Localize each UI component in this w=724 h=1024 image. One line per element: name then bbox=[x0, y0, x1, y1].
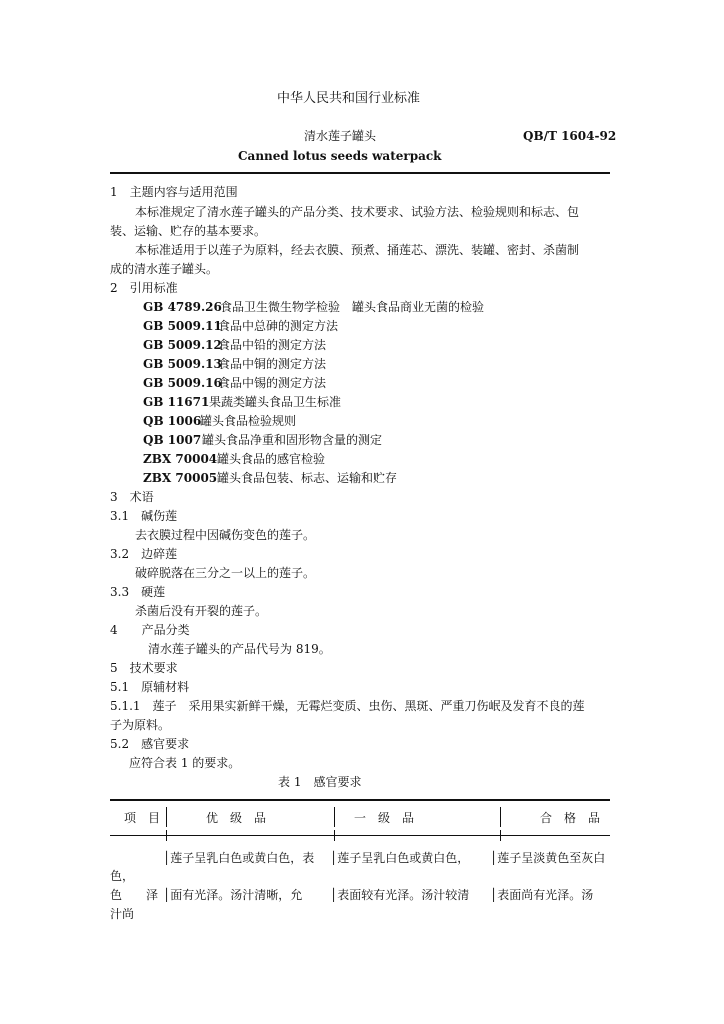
table-header-superior: 优 级 品 bbox=[206, 811, 267, 825]
table-cell: │莲子呈淡黄色至灰白 bbox=[490, 851, 606, 865]
section-3-2-title: 3.2 边碎莲 bbox=[110, 547, 178, 561]
section-3-3-title: 3.3 硬莲 bbox=[110, 585, 166, 599]
section-5-title: 5 技术要求 bbox=[110, 661, 178, 675]
section-1-para2-line2: 成的清水莲子罐头。 bbox=[110, 262, 219, 276]
section-5-1-1-line2: 子为原料。 bbox=[110, 718, 171, 732]
section-1-para1-line2: 装、运输、贮存的基本要求。 bbox=[110, 224, 267, 238]
ref-code: GB 5009.13 bbox=[143, 357, 222, 371]
ref-code: GB 4789.26 bbox=[143, 300, 222, 314]
table-row-label-color: 色 泽 bbox=[110, 888, 159, 902]
ref-code: QB 1006 bbox=[143, 414, 202, 428]
table-cell: │表面较有光泽。汤汁较清 bbox=[330, 888, 470, 902]
ref-text: 食品中铅的测定方法 bbox=[218, 338, 327, 352]
section-4-title: 4 产品分类 bbox=[110, 623, 190, 637]
table-header-item: 项 目 bbox=[124, 811, 161, 825]
ref-text: 罐头食品包装、标志、运输和贮存 bbox=[217, 471, 398, 485]
table-col-divider bbox=[500, 807, 501, 827]
ref-text: 食品中锡的测定方法 bbox=[218, 376, 327, 390]
table-cell: │表面尚有光泽。汤 bbox=[490, 888, 594, 902]
standard-code: QB/T 1604-92 bbox=[523, 129, 617, 143]
ref-code: ZBX 70004 bbox=[143, 452, 218, 466]
section-4-text: 清水莲子罐头的产品代号为 819。 bbox=[148, 642, 331, 656]
ref-text: 食品中铜的测定方法 bbox=[218, 357, 327, 371]
section-3-title: 3 术语 bbox=[110, 490, 154, 504]
table-rule-tick bbox=[500, 830, 501, 841]
section-5-2-title: 5.2 感官要求 bbox=[110, 737, 190, 751]
standard-org: 中华人民共和国行业标准 bbox=[277, 91, 421, 106]
section-3-2-text: 破碎脱落在三分之一以上的莲子。 bbox=[135, 566, 316, 580]
header-rule bbox=[110, 172, 610, 174]
ref-code: GB 5009.16 bbox=[143, 376, 222, 390]
ref-text: 罐头食品净重和固形物含量的测定 bbox=[202, 433, 383, 447]
table-caption: 表 1 感官要求 bbox=[278, 775, 362, 789]
ref-text: 罐头食品的感官检验 bbox=[217, 452, 326, 466]
table-header-qualified: 合 格 品 bbox=[540, 811, 601, 825]
table-cell: │面有光泽。汤汁清晰，允 bbox=[163, 888, 303, 902]
section-5-2-text: 应符合表 1 的要求。 bbox=[129, 756, 241, 770]
section-5-1-title: 5.1 原辅材料 bbox=[110, 680, 190, 694]
section-3-1-text: 去衣膜过程中因碱伤变色的莲子。 bbox=[135, 528, 316, 542]
ref-text: 食品卫生微生物学检验 罐头食品商业无菌的检验 bbox=[220, 300, 485, 314]
ref-text: 果蔬类罐头食品卫生标准 bbox=[209, 395, 342, 409]
table-col-divider bbox=[166, 807, 167, 827]
section-1-para2-line1: 本标准适用于以莲子为原料，经去衣膜、预煮、捅莲芯、漂洗、装罐、密封、杀菌制 bbox=[135, 243, 580, 257]
section-1-para1-line1: 本标准规定了清水莲子罐头的产品分类、技术要求、试验方法、检验规则和标志、包 bbox=[135, 205, 580, 219]
ref-code: GB 5009.11 bbox=[143, 319, 222, 333]
table-header-rule bbox=[110, 835, 610, 836]
ref-text: 罐头食品检验规则 bbox=[200, 414, 297, 428]
ref-code: QB 1007 bbox=[143, 433, 202, 447]
table-top-rule bbox=[110, 799, 610, 801]
table-header-first-grade: 一 级 品 bbox=[354, 811, 415, 825]
standard-title-en: Canned lotus seeds waterpack bbox=[238, 149, 442, 163]
section-5-1-1-line1: 5.1.1 莲子 采用果实新鲜干燥，无霉烂变质、虫伤、黑斑、严重刀伤岷及发育不良的莲 bbox=[110, 699, 585, 713]
ref-code: GB 11671 bbox=[143, 395, 210, 409]
table-cell-wrap: 色， bbox=[110, 869, 135, 883]
standard-title-cn: 清水莲子罐头 bbox=[304, 129, 377, 143]
table-rule-tick bbox=[166, 830, 167, 841]
table-col-divider bbox=[334, 807, 335, 827]
section-3-3-text: 杀菌后没有开裂的莲子。 bbox=[135, 604, 268, 618]
ref-code: ZBX 70005 bbox=[143, 471, 218, 485]
table-cell: │莲子呈乳白色或黄白色，表 bbox=[163, 851, 315, 865]
table-cell-wrap: 汁尚 bbox=[110, 907, 135, 921]
section-2-title: 2 引用标准 bbox=[110, 281, 178, 295]
ref-text: 食品中总砷的测定方法 bbox=[218, 319, 339, 333]
section-3-1-title: 3.1 碱伤莲 bbox=[110, 509, 178, 523]
section-1-title: 1 主题内容与适用范围 bbox=[110, 185, 238, 199]
ref-code: GB 5009.12 bbox=[143, 338, 222, 352]
table-rule-tick bbox=[334, 830, 335, 841]
table-cell: │莲子呈乳白色或黄白色， bbox=[330, 851, 470, 865]
